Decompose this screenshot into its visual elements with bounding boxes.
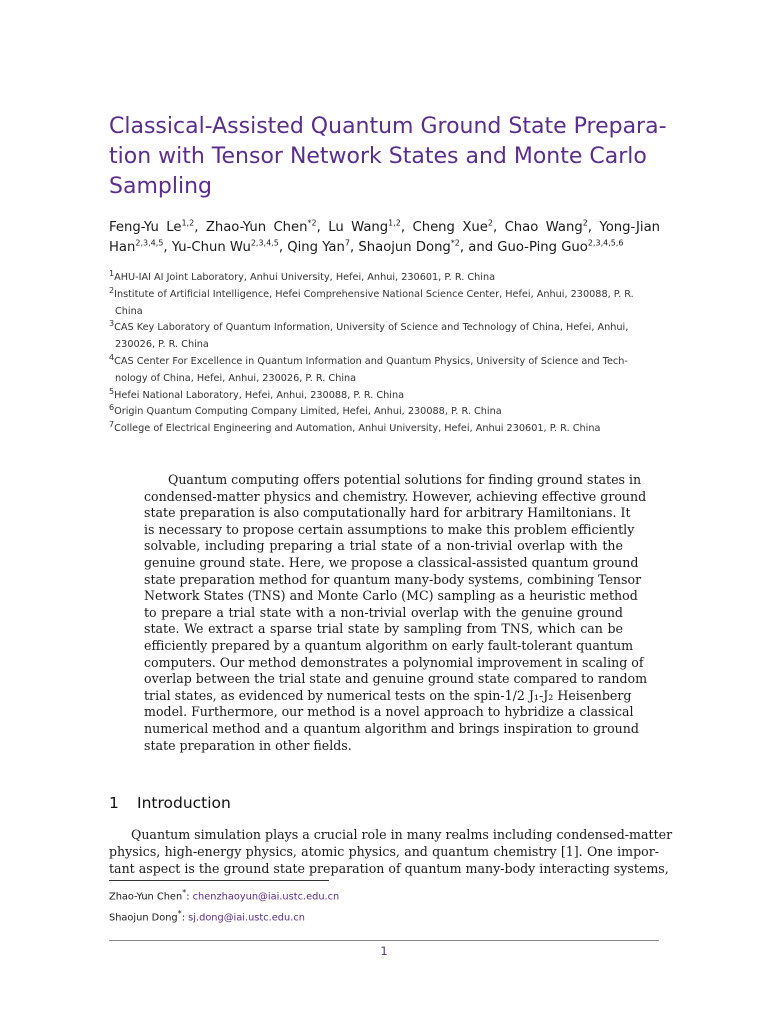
abstract-line: is necessary to propose certain assumptions to make this problem efficiently bbox=[144, 521, 635, 537]
body-line: physics, high-energy physics, atomic physics, and quantum chemistry [1]. One impor- bbox=[109, 844, 659, 859]
page-number: 1 bbox=[380, 944, 388, 958]
author: Qing Yan$^7$, bbox=[287, 238, 355, 255]
affiliation: $^4$CAS Center For Excellence in Quantum Information and Quantum Physics, University of Science and Tech- nology of China, Hefei, Anhui, 230026, P. R. China bbox=[109, 352, 628, 384]
section-number: 1 bbox=[109, 794, 119, 812]
title-line: tion with Tensor Network States and Monte Carlo bbox=[109, 144, 647, 169]
author: Feng-Yu Le$^{1,2}$, bbox=[109, 218, 199, 235]
abstract-line: solvable, including preparing a trial state of a non-trivial overlap with the bbox=[144, 538, 623, 554]
abstract-line: trial states, as evidenced by numerical tests on the spin-1/2 J₁-J₂ Heisenberg bbox=[144, 687, 632, 703]
abstract-line: efficiently prepared by a quantum algorithm on early fault-tolerant quantum bbox=[144, 637, 634, 653]
footnote: Zhao-Yun Chen*: chenzhaoyun@iai.ustc.edu.cn bbox=[109, 887, 340, 903]
paper-title bbox=[109, 112, 669, 202]
author: Guo-Ping Guo$^{2,3,4,5,6}$ bbox=[497, 238, 624, 255]
abstract-line: numerical method and a quantum algorithm and brings inspiration to ground bbox=[144, 720, 639, 736]
abstract-line: Network States (TNS) and Monte Carlo (MC) sampling as a heuristic method bbox=[144, 588, 638, 604]
affiliation: $^5$Hefei National Laboratory, Hefei, Anhui, 230088, P. R. China bbox=[109, 386, 405, 401]
author: Yu-Chun Wu$^{2,3,4,5}$, bbox=[171, 238, 284, 255]
author-list bbox=[109, 218, 660, 258]
section-heading-introduction bbox=[109, 794, 231, 812]
author: Yong-Jian bbox=[599, 220, 660, 235]
footnotes bbox=[109, 884, 339, 927]
abstract-line: Quantum computing offers potential solutions for finding ground states in bbox=[168, 472, 642, 487]
affiliation-list bbox=[109, 270, 660, 438]
email-link[interactable]: chenzhaoyun@iai.ustc.edu.cn bbox=[192, 891, 340, 903]
abstract-line: state preparation method for quantum many-body systems, combining Tensor bbox=[144, 571, 642, 587]
author: Cheng Xue$^2$, bbox=[412, 218, 498, 235]
body-line: Quantum simulation plays a crucial role in many realms including condensed-matter bbox=[131, 827, 673, 842]
abstract-line: to prepare a trial state with a non-trivial overlap with the genuine ground bbox=[144, 604, 623, 620]
abstract-line: state. We extract a sparse trial state by sampling from TNS, which can be bbox=[144, 621, 623, 637]
author: Shaojun Dong$^{*2}$, and bbox=[358, 238, 494, 255]
body-line: tant aspect is the ground state preparation of quantum many-body interacting systems, bbox=[109, 861, 669, 876]
author: Zhao-Yun Chen$^{*2}$, bbox=[205, 218, 321, 235]
introduction-body bbox=[109, 826, 673, 877]
title-line: Sampling bbox=[109, 174, 212, 199]
author: Lu Wang$^{1,2}$, bbox=[328, 218, 406, 235]
affiliation: $^3$CAS Key Laboratory of Quantum Information, University of Science and Technology of China, Hefei, Anhui, 230026, P. R. China bbox=[109, 319, 629, 351]
abstract-line: genuine ground state. Here, we propose a classical-assisted quantum ground bbox=[144, 554, 639, 570]
footnote-rule bbox=[109, 880, 329, 881]
page-footer-rule bbox=[109, 940, 659, 941]
affiliation: $^1$AHU-IAI AI Joint Laboratory, Anhui University, Hefei, Anhui, 230601, P. R. China bbox=[109, 268, 496, 283]
abstract-line: state preparation in other fields. bbox=[144, 737, 352, 753]
title-line: Classical-Assisted Quantum Ground State Prepara- bbox=[109, 114, 667, 139]
affiliation: $^2$Institute of Artificial Intelligence, Hefei Comprehensive National Science Center, Hefei, Anhui, 230088, P. R. China bbox=[109, 285, 634, 317]
affiliation: $^6$Origin Quantum Computing Company Limited, Hefei, Anhui, 230088, P. R. China bbox=[109, 403, 502, 418]
abstract-line: condensed-matter physics and chemistry. However, achieving effective ground bbox=[144, 488, 647, 504]
abstract bbox=[144, 472, 648, 754]
author: Han$^{2,3,4,5}$, bbox=[109, 238, 168, 255]
email-link[interactable]: sj.dong@iai.ustc.edu.cn bbox=[188, 912, 305, 924]
affiliation: $^7$College of Electrical Engineering and Automation, Anhui University, Hefei, Anhui 230601, P. R. China bbox=[109, 419, 601, 435]
abstract-line: state preparation is also computationally hard for arbitrary Hamiltonians. It bbox=[144, 505, 631, 521]
section-title: Introduction bbox=[137, 794, 231, 812]
abstract-line: model. Furthermore, our method is a novel approach to hybridize a classical bbox=[144, 704, 634, 720]
abstract-line: computers. Our method demonstrates a polynomial improvement in scaling of bbox=[144, 654, 644, 670]
author: Chao Wang$^2$, bbox=[504, 218, 592, 235]
author-line bbox=[109, 218, 660, 238]
abstract-line: overlap between the trial state and genuine ground state compared to random bbox=[144, 671, 648, 687]
author-line bbox=[109, 238, 660, 258]
footnote: Shaojun Dong*: sj.dong@iai.ustc.edu.cn bbox=[109, 908, 305, 924]
